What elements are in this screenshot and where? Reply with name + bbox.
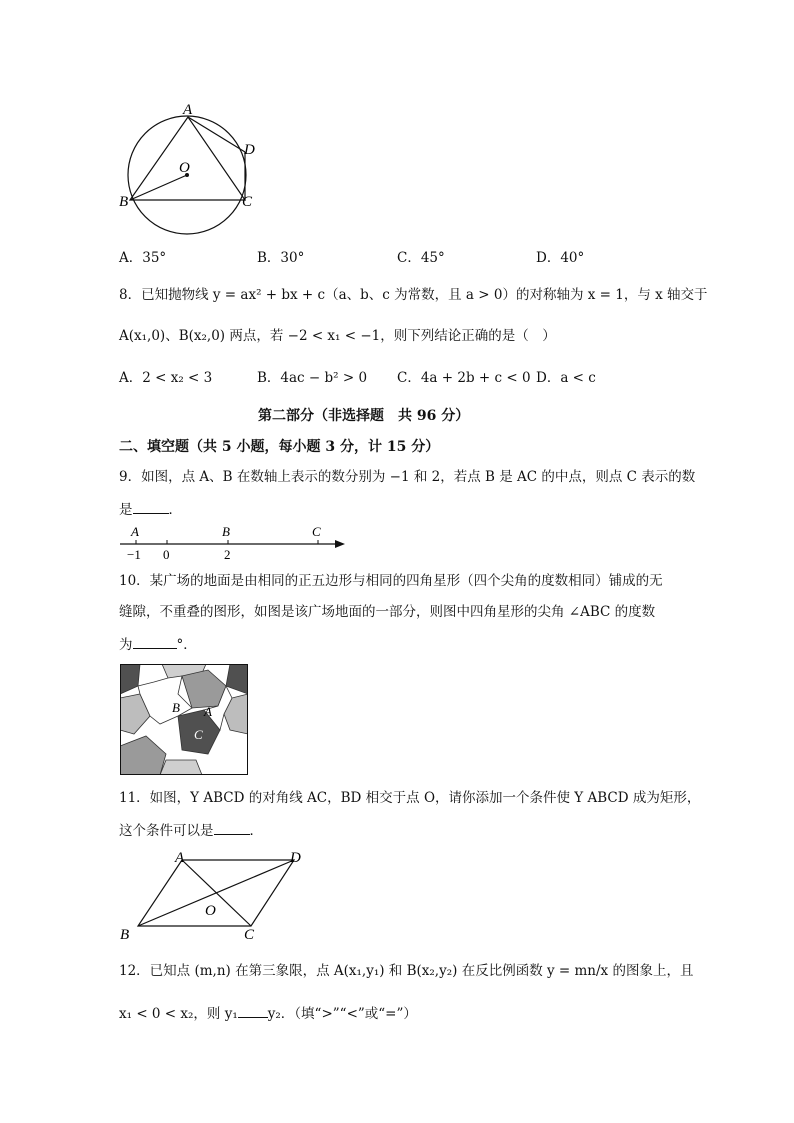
q12-stem-line2 xyxy=(119,1003,417,1023)
label-c: C xyxy=(194,727,203,742)
label-o: O xyxy=(179,160,190,176)
label-c: C xyxy=(242,194,253,210)
q11-answer-blank[interactable] xyxy=(214,820,250,835)
diagonal-bd xyxy=(138,860,294,926)
q7-option-a[interactable]: A．35° xyxy=(119,250,167,266)
q9-prefix: 是 xyxy=(119,502,133,518)
q9-stem-line2 xyxy=(119,499,182,519)
q12-suffix: y₂．（填“>”“<”或“=”） xyxy=(267,1006,417,1022)
q8-option-a[interactable]: A．2 < x₂ < 3 xyxy=(119,370,213,386)
q11-stem-line2 xyxy=(119,820,263,840)
q8-option-c[interactable]: C．4a + 2b + c < 0 xyxy=(397,370,531,386)
label-b: B xyxy=(120,927,130,943)
q12-stem-line1: 12．已知点 (m,n) 在第三象限，点 A(x₁,y₁) 和 B(x₂,y₂) 在反比例函数 y = mn/x 的图象上，且 xyxy=(119,963,694,979)
q10-answer-blank[interactable] xyxy=(133,634,177,649)
q9-suffix: ． xyxy=(168,502,182,518)
triangle-abc xyxy=(130,117,245,200)
axis-number-0: 0 xyxy=(163,547,170,562)
axis-number-2: 2 xyxy=(224,547,231,562)
q8-stem-line2: A(x₁,0)、B(x₂,0) 两点，若 −2 < x₁ < −1，则下列结论正确的是（ ） xyxy=(119,328,556,344)
axis-number-neg1: −1 xyxy=(127,547,141,562)
q7-circle-figure xyxy=(115,100,275,220)
axis-label-a: A xyxy=(131,524,139,539)
q7-option-d[interactable]: D．40° xyxy=(536,250,585,266)
label-d: D xyxy=(244,142,255,158)
label-a: A xyxy=(175,850,185,866)
axis-label-c: C xyxy=(312,524,321,539)
label-a: A xyxy=(183,102,193,118)
q11-parallelogram-figure xyxy=(118,848,318,948)
q11-prefix: 这个条件可以是 xyxy=(119,823,214,839)
q9-number-line xyxy=(115,524,355,564)
q11-suffix: ． xyxy=(249,823,263,839)
q12-prefix: x₁ < 0 < x₂，则 y₁ xyxy=(119,1006,238,1022)
q7-option-c[interactable]: C．45° xyxy=(397,250,445,266)
q10-prefix: 为 xyxy=(119,637,133,653)
q10-suffix: °． xyxy=(176,637,197,653)
segment-ad xyxy=(188,117,245,152)
q10-stem-line2: 缝隙，不重叠的图形，如图是该广场地面的一部分，则图中四角星形的尖角 ∠ABC 的度数 xyxy=(119,604,656,620)
axis-arrow-icon xyxy=(335,540,345,548)
q10-stem-line1: 10．某广场的地面是由相同的正五边形与相同的四角星形（四个尖角的度数相同）铺成的无 xyxy=(119,573,663,589)
label-c: C xyxy=(244,927,255,943)
q7-option-b[interactable]: B．30° xyxy=(257,250,305,266)
section2-title: 二、填空题（共 5 小题，每小题 3 分，计 15 分） xyxy=(119,439,440,455)
q9-answer-blank[interactable] xyxy=(133,499,169,514)
q11-stem-line1: 11．如图，Y ABCD 的对角线 AC，BD 相交于点 O，请你添加一个条件使 Y ABCD 成为矩形， xyxy=(119,790,701,806)
label-b: B xyxy=(172,700,180,715)
q8-option-d[interactable]: D．a < c xyxy=(536,370,596,386)
label-o: O xyxy=(205,903,216,919)
q10-tiling-figure xyxy=(120,664,248,775)
label-b: B xyxy=(119,194,129,210)
q9-stem-line1: 9．如图，点 A、B 在数轴上表示的数分别为 −1 和 2，若点 B 是 AC 的中点，则点 C 表示的数 xyxy=(119,469,696,485)
q8-option-b[interactable]: B．4ac − b² > 0 xyxy=(257,370,368,386)
label-d: D xyxy=(290,850,301,866)
label-a: A xyxy=(204,704,212,719)
axis-label-b: B xyxy=(222,524,230,539)
q8-stem-line1: 8．已知抛物线 y = ax² + bx + c（a、b、c 为常数，且 a > 0）的对称轴为 x = 1，与 x 轴交于 xyxy=(119,287,708,303)
q12-answer-blank[interactable] xyxy=(238,1003,268,1018)
part2-title: 第二部分（非选择题 共 96 分） xyxy=(258,408,470,424)
q10-stem-line3 xyxy=(119,634,197,654)
pentagon-bottom-mid xyxy=(160,760,202,775)
